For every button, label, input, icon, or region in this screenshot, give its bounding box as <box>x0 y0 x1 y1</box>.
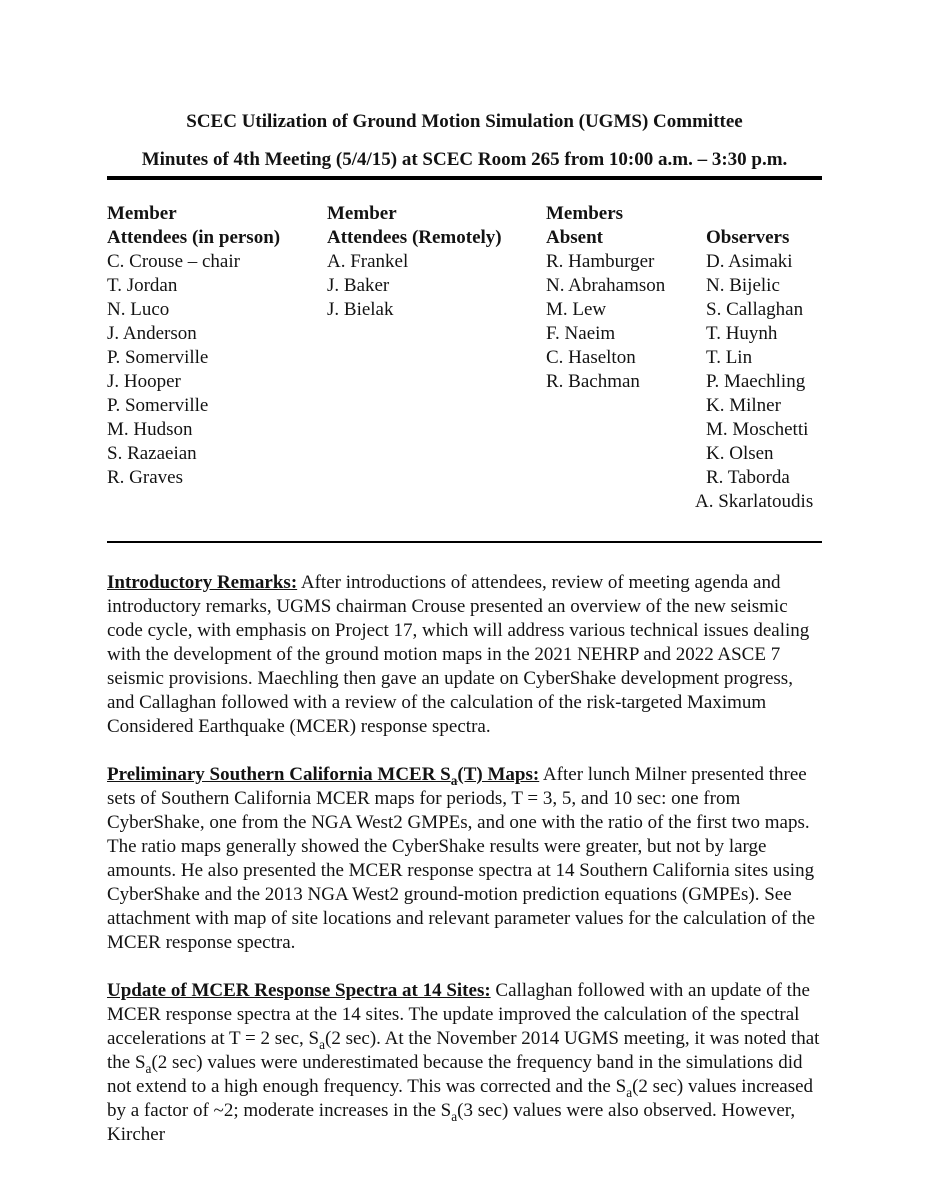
text-run: Preliminary Southern California MCER S <box>107 764 451 785</box>
attendance-column-absent <box>546 202 706 514</box>
attendee-name: R. Taborda <box>706 467 790 488</box>
section-heading <box>107 980 491 1001</box>
document-title: SCEC Utilization of Ground Motion Simulation (UGMS) Committee <box>186 111 743 132</box>
subscript-text: a <box>450 772 458 788</box>
attendee-name: K. Milner <box>706 395 781 416</box>
text-run: After lunch Milner presented three sets of Southern California MCER maps for periods, T = 3, 5, and 10 sec: one from CyberShake, one from the NGA West2 GMPEs, and one with the ratio of the first two maps. The ratio maps generally showed the CyberShake results were greater, but not by large amounts. He also presented the MCER response spectra at 14 Southern California sites using CyberShake and the 2013 NGA West2 ground-motion prediction equations (GMPEs). See attachment with map of site locations and relevant parameter values for the calculation of the MCER response spectra. <box>107 764 816 953</box>
header-divider-rule <box>107 176 822 180</box>
attendee-name: A. Skarlatoudis <box>695 491 814 512</box>
attendee-name: D. Asimaki <box>706 251 793 272</box>
attendee-name: M. Moschetti <box>706 419 809 440</box>
column-header: Attendees (Remotely) <box>327 227 502 248</box>
column-header: Attendees (in person) <box>107 227 281 248</box>
subscript-text: a <box>145 1060 152 1076</box>
attendee-name: C. Crouse – chair <box>107 251 240 272</box>
attendee-list <box>695 250 822 514</box>
section-body <box>107 764 815 953</box>
attendee-name: N. Bijelic <box>706 275 780 296</box>
attendee-list <box>107 250 327 490</box>
attendee-name: S. Callaghan <box>706 299 804 320</box>
attendee-name: T. Huynh <box>706 323 778 344</box>
attendance-column-observers <box>695 202 822 514</box>
attendee-name: J. Baker <box>327 275 390 296</box>
column-header: Members <box>546 203 624 224</box>
attendance-column-in-person <box>107 202 327 514</box>
attendee-name: N. Abrahamson <box>546 275 666 296</box>
text-run: (3 sec) values were also observed. However, Kircher <box>107 1100 796 1145</box>
section-update-mcer-spectra <box>107 979 822 1147</box>
column-header: Member <box>327 203 397 224</box>
column-header: Absent <box>546 227 604 248</box>
attendee-name: K. Olsen <box>706 443 774 464</box>
subscript-text: a <box>451 1108 458 1124</box>
attendee-name: P. Somerville <box>107 347 209 368</box>
attendee-name: M. Lew <box>546 299 607 320</box>
attendee-name: R. Bachman <box>546 371 640 392</box>
text-run: Update of MCER Response Spectra at 14 Sites: <box>107 980 491 1001</box>
attendance-column-remote <box>327 202 546 514</box>
attendee-name: C. Haselton <box>546 347 636 368</box>
body-divider-rule <box>107 541 822 543</box>
attendee-name: T. Lin <box>706 347 753 368</box>
text-run: Introductory Remarks: <box>107 572 298 593</box>
section-body <box>107 572 809 737</box>
attendee-name: P. Maechling <box>706 371 806 392</box>
attendee-name: T. Jordan <box>107 275 178 296</box>
attendee-name: R. Graves <box>107 467 183 488</box>
attendee-name: F. Naeim <box>546 323 616 344</box>
text-run: Callaghan followed with an update of the MCER response spectra at the 14 sites. The update improved the calculation of the spectral accelerations at T = 2 sec, S <box>107 980 810 1049</box>
section-body <box>107 980 819 1145</box>
attendance-table <box>107 202 822 514</box>
document-subtitle: Minutes of 4th Meeting (5/4/15) at SCEC Room 265 from 10:00 a.m. – 3:30 p.m. <box>141 149 788 170</box>
text-run: (2 sec) values were underestimated because the frequency band in the simulations did not extend to a high enough frequency. This was corrected and the S <box>107 1052 803 1097</box>
subscript-text: a <box>319 1036 325 1052</box>
attendee-list <box>327 250 546 322</box>
attendee-name: P. Somerville <box>107 395 209 416</box>
attendee-list <box>546 250 706 394</box>
column-header: Observers <box>706 227 790 248</box>
text-run: After introductions of attendees, review of meeting agenda and introductory remarks, UGMS chairman Crouse presented an overview of the new seismic code cycle, with emphasis on Project 17, which will address various technical issues dealing with the development of the ground motion maps in the 2021 NEHRP and 2022 ASCE 7 seismic provisions. Maechling then gave an update on CyberShake development progress, and Callaghan followed with a review of the calculation of the risk-targeted Maximum Considered Earthquake (MCER) response spectra. <box>107 572 810 737</box>
section-introductory-remarks <box>107 571 822 739</box>
text-run: (T) Maps: <box>457 764 540 785</box>
text-run: (2 sec) values increased by a factor of ~2; moderate increases in the S <box>107 1076 814 1121</box>
text-run: (2 sec). At the November 2014 UGMS meeting, it was noted that the S <box>107 1028 820 1073</box>
column-header: Member <box>107 203 177 224</box>
attendee-name: J. Bielak <box>327 299 394 320</box>
subscript-text: a <box>626 1084 633 1100</box>
attendee-name: S. Razaeian <box>107 443 197 464</box>
attendee-name: M. Hudson <box>107 419 193 440</box>
column-header <box>706 202 822 226</box>
attendee-name: N. Luco <box>107 299 170 320</box>
attendee-name: R. Hamburger <box>546 251 655 272</box>
section-preliminary-mcer-maps <box>107 763 822 955</box>
attendee-name: A. Frankel <box>327 251 409 272</box>
attendee-name: J. Anderson <box>107 323 197 344</box>
attendee-name: J. Hooper <box>107 371 181 392</box>
section-heading <box>107 572 297 593</box>
section-heading <box>107 764 540 788</box>
